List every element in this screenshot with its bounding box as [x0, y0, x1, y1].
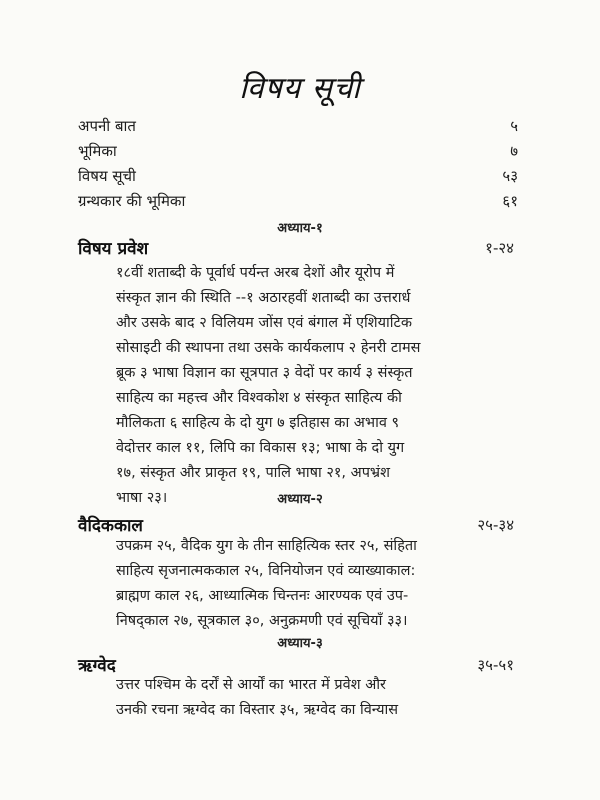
summary-line: वेदोत्तर काल ११, लिपि का विकास १३; भाषा के दो युग — [116, 440, 405, 456]
summary-line: संस्कृत ज्ञान की स्थिति --१ अठारहवीं शताब्दी का उत्तरार्ध — [116, 290, 411, 306]
toc-row — [78, 166, 518, 190]
page-title: विषय सूची — [239, 71, 361, 106]
summary-line: भाषा २३। — [116, 490, 168, 506]
summary-line: ब्राह्मण काल २६, आध्यात्मिक चिन्तनः आरण्यक एवं उप- — [116, 588, 409, 604]
summary-line: उपक्रम २५, वैदिक युग के तीन साहित्यिक स्तर २५, संहिता — [116, 538, 417, 554]
toc-label: ग्रन्थकार की भूमिका — [78, 192, 186, 210]
summary-line: साहित्य सृजनात्मककाल २५, विनियोजन एवं व्याख्याकाल: — [116, 563, 416, 579]
toc-label: विषय सूची — [78, 167, 136, 185]
section-pages: २५-३४ — [477, 516, 514, 534]
toc-label: अपनी बात — [78, 117, 136, 135]
chapter-heading: अध्याय-२ — [277, 492, 323, 507]
summary-line: उत्तर पश्चिम के दर्रों से आर्यों का भारत में प्रवेश और — [116, 677, 386, 693]
toc-row — [78, 141, 518, 165]
section-title: ऋग्वेद — [78, 656, 116, 676]
summary-line: १८वीं शताब्दी के पूर्वार्ध पर्यन्त अरब देशों और यूरोप में — [116, 265, 395, 281]
chapter-heading: अध्याय-१ — [277, 221, 323, 236]
summary-line: ब्रूक ३ भाषा विज्ञान का सूत्रपात ३ वेदों पर कार्य ३ संस्कृत — [116, 365, 413, 381]
chapter-summary — [116, 673, 514, 723]
section-title: विषय प्रवेश — [78, 239, 149, 259]
section-pages: ३५-५१ — [477, 656, 514, 674]
summary-line: साहित्य का महत्त्व और विश्वकोश ४ संस्कृत साहित्य की — [116, 390, 402, 406]
chapter-heading: अध्याय-३ — [277, 636, 323, 651]
summary-line: निषद्काल २७, सूत्रकाल ३०, अनुक्रमणी एवं सूचियाँ ३३। — [116, 613, 408, 629]
chapter-summary — [116, 261, 514, 511]
toc-label: भूमिका — [78, 142, 117, 160]
chapter-summary — [116, 534, 514, 634]
toc-page: ६१ — [502, 192, 518, 210]
toc-page: ७ — [510, 142, 518, 160]
summary-line: सोसाइटी की स्थापना तथा उसके कार्यकलाप २ हेनरी टामस — [116, 340, 421, 356]
toc-row — [78, 191, 518, 215]
section-pages: १-२४ — [485, 239, 514, 257]
section-title: वैदिककाल — [78, 516, 143, 536]
summary-line: १७, संस्कृत और प्राकृत १९, पालि भाषा २१, अपभ्रंश — [116, 465, 390, 481]
toc-page: ५३ — [502, 167, 518, 185]
toc-page: ५ — [510, 117, 518, 135]
toc-row — [78, 116, 518, 140]
summary-line: उनकी रचना ऋग्वेद का विस्तार ३५, ऋग्वेद का विन्यास — [116, 702, 399, 718]
summary-line: और उसके बाद २ विलियम जोंस एवं बंगाल में एशियाटिक — [116, 315, 412, 331]
summary-line: मौलिकता ६ साहित्य के दो युग ७ इतिहास का अभाव ९ — [116, 415, 400, 431]
